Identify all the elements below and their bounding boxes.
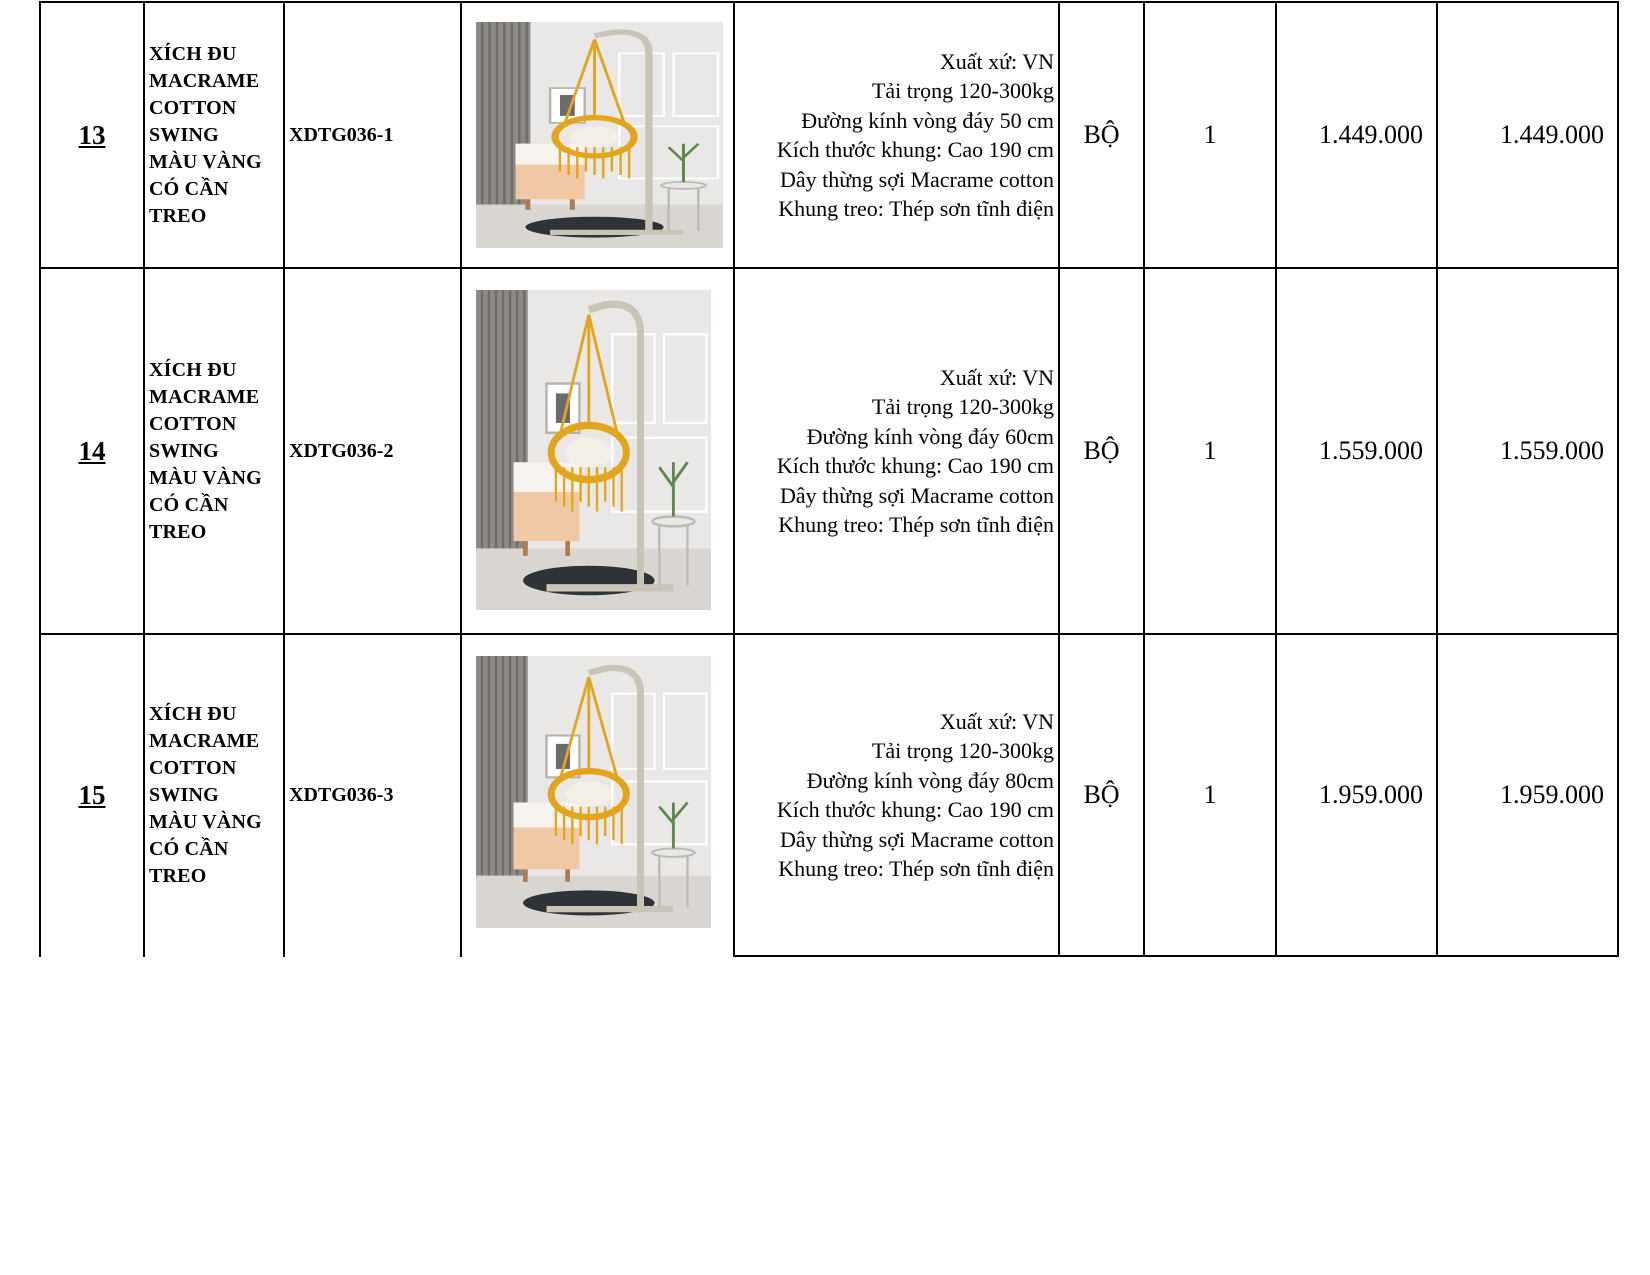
row-number: 13 [78,119,106,150]
name-line: CÓ CẦN [149,493,229,516]
row-number: 15 [78,779,106,810]
name-line: CÓ CẦN [149,837,229,860]
product-name [144,634,284,956]
column-divider [460,1,462,957]
spec-line: Đường kính vòng đáy 60cm [806,423,1054,449]
column-divider [283,1,285,957]
name-line: COTTON [149,756,237,779]
total-price-cell: 1.449.000 [1500,120,1604,149]
name-line: MÀU VÀNG [149,810,262,833]
product-photo [476,656,711,928]
spec-line: Xuất xứ: VN [939,708,1054,734]
unit-cell: BỘ [1083,436,1120,465]
total-price-cell: 1.959.000 [1500,780,1604,809]
name-line: TREO [149,204,207,227]
product-photo [476,22,723,248]
spec-line: Khung treo: Thép sơn tĩnh điện [778,856,1054,881]
column-divider [1436,1,1438,957]
row-number: 14 [78,435,106,466]
product-specs [734,268,1059,634]
product-code: XDTG036-3 [289,783,394,806]
spec-line: Xuất xứ: VN [939,364,1054,390]
name-line: MACRAME [149,69,260,92]
unit-price-cell: 1.559.000 [1319,436,1423,465]
swing-photo-image [476,290,711,610]
unit-price-cell: 1.449.000 [1319,120,1423,149]
name-line: COTTON [149,96,237,119]
spec-line: Khung treo: Thép sơn tĩnh điện [778,512,1054,537]
name-line: XÍCH ĐU [149,42,237,65]
spec-line: Đường kính vòng đáy 50 cm [801,107,1054,133]
name-line: XÍCH ĐU [149,702,237,725]
unit-cell: BỘ [1083,780,1120,809]
spec-line: Tải trọng 120-300kg [871,394,1054,419]
spec-line: Kích thước khung: Cao 190 cm [776,797,1054,822]
name-line: MÀU VÀNG [149,150,262,173]
name-line: SWING [149,123,219,146]
unit-price-cell: 1.959.000 [1319,780,1423,809]
spec-line: Kích thước khung: Cao 190 cm [776,453,1054,478]
spec-line: Dây thừng sợi Macrame cotton [779,166,1054,192]
name-line: MACRAME [149,729,260,752]
spec-line: Xuất xứ: VN [939,48,1054,74]
column-divider [1617,1,1619,957]
product-name [144,268,284,634]
quantity-cell: 1 [1203,120,1217,149]
spec-line: Dây thừng sợi Macrame cotton [779,826,1054,852]
total-price-cell: 1.559.000 [1500,436,1604,465]
column-divider [1275,1,1277,957]
column-divider [1058,1,1060,957]
quantity-cell: 1 [1203,780,1217,809]
product-name [144,2,284,268]
product-specs [734,634,1059,956]
spec-line: Đường kính vòng đáy 80cm [806,767,1054,793]
column-divider [39,1,41,957]
column-divider [1143,1,1145,957]
name-line: SWING [149,783,219,806]
product-specs [734,2,1059,268]
spec-line: Tải trọng 120-300kg [871,738,1054,763]
table-top-rule [39,1,1619,3]
unit-cell: BỘ [1083,120,1120,149]
product-photo [476,290,711,610]
table-bottom-rule [734,955,1619,957]
spec-line: Dây thừng sợi Macrame cotton [779,482,1054,508]
name-line: MÀU VÀNG [149,466,262,489]
column-divider [143,1,145,957]
product-code: XDTG036-1 [289,123,394,146]
name-line: TREO [149,520,207,543]
name-line: SWING [149,439,219,462]
name-line: COTTON [149,412,237,435]
swing-photo-image [476,22,723,248]
swing-photo-image [476,656,711,928]
table-row [0,2,1650,268]
spec-line: Khung treo: Thép sơn tĩnh điện [778,196,1054,221]
table-row [0,268,1650,634]
name-line: TREO [149,864,207,887]
name-line: XÍCH ĐU [149,358,237,381]
product-code: XDTG036-2 [289,439,394,462]
name-line: CÓ CẦN [149,177,229,200]
table-row [0,634,1650,956]
spec-line: Kích thước khung: Cao 190 cm [776,137,1054,162]
column-divider [733,1,735,957]
quantity-cell: 1 [1203,436,1217,465]
row-divider [39,267,1619,269]
name-line: MACRAME [149,385,260,408]
row-divider [39,633,1619,635]
spec-line: Tải trọng 120-300kg [871,78,1054,103]
